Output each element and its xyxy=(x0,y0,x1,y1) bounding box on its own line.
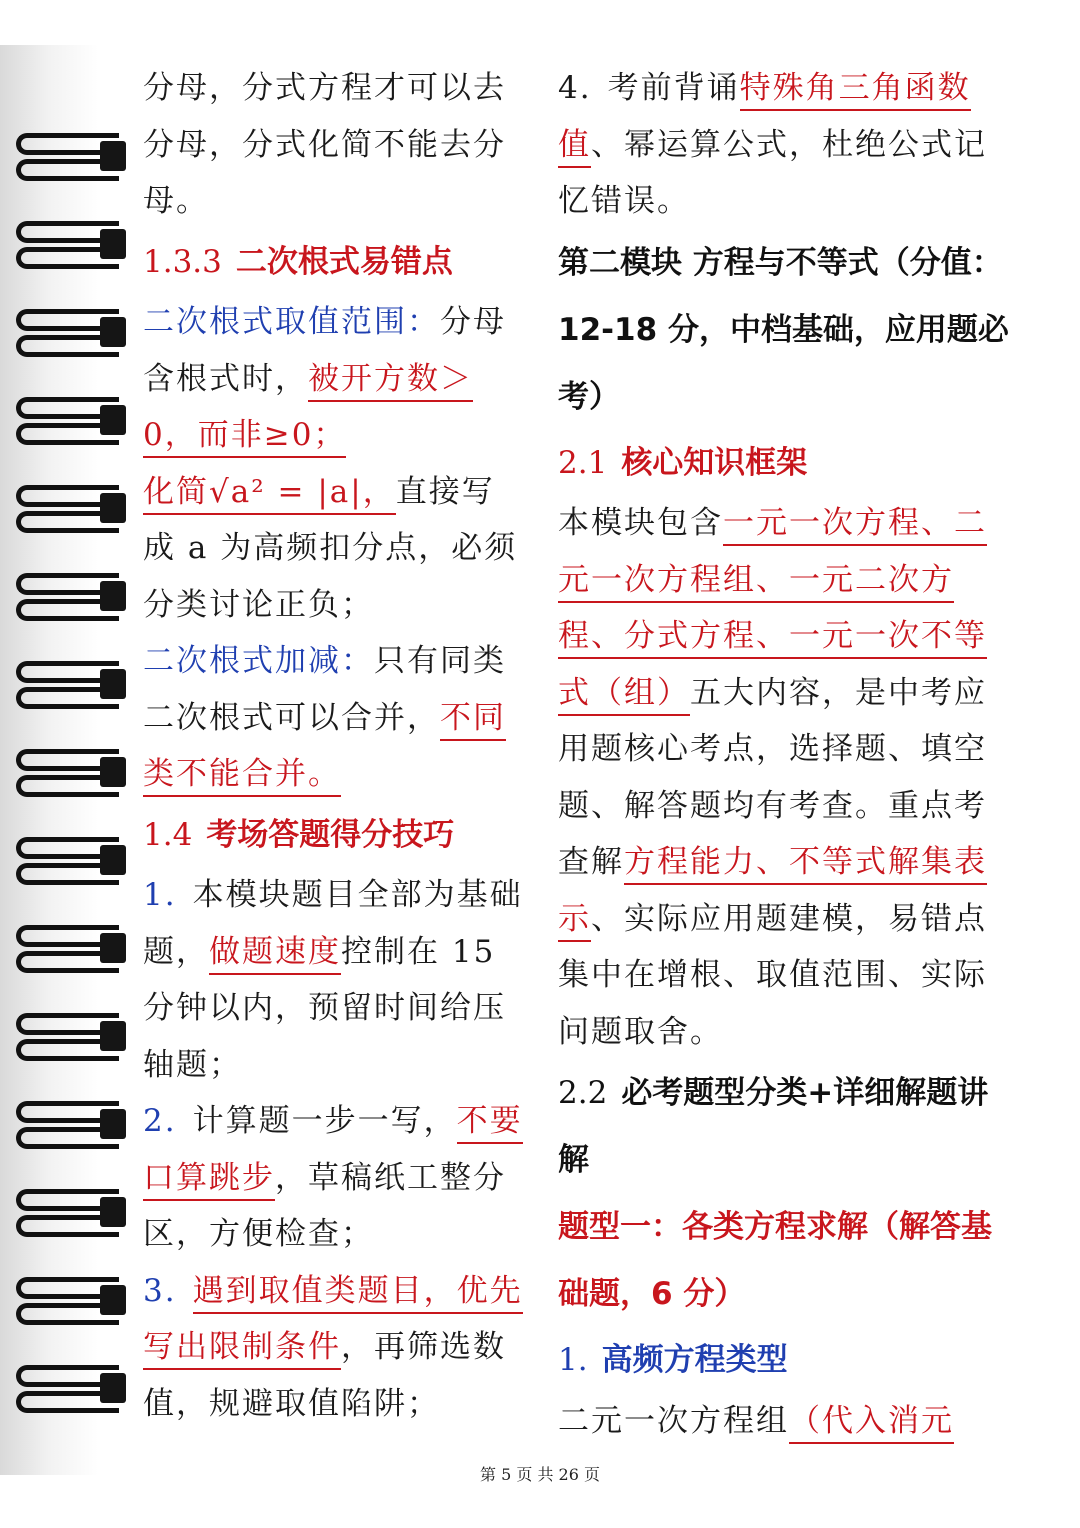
tip-text: 控制在 15 分钟以内，预留时间给压轴题； xyxy=(143,933,506,1083)
last-text: 二元一次方程组 xyxy=(558,1402,789,1439)
heading-number: 1. xyxy=(558,1342,588,1378)
tip-item-2 xyxy=(143,1093,523,1263)
question-type-1-title: 题型一：各类方程求解（解答基础题，6 分） xyxy=(558,1209,992,1312)
page-number-footer: 第 5 页 共 26 页 xyxy=(480,1465,600,1484)
radical-range-highlight: 被开方数＞0，而非≥0； xyxy=(143,361,473,459)
binding-ring-icon xyxy=(10,567,132,629)
radical-add-label: 二次根式加减： xyxy=(143,643,374,679)
section-heading-1-4 xyxy=(143,807,523,864)
section-heading-2-1 xyxy=(558,435,1013,492)
tip-text: ，再筛选数值，规避取值陷阱； xyxy=(143,1329,506,1422)
framework-highlight: 方程能力、不等式解集表示 xyxy=(558,844,987,942)
tip-highlight: 遇到取值类题目，优先写出限制条件 xyxy=(143,1273,523,1371)
tip-text: 计算题一步一写， xyxy=(192,1103,457,1139)
binding-ring-icon xyxy=(10,831,132,893)
tip-highlight: 做题速度 xyxy=(209,934,341,975)
last-highlight: （代入消元 xyxy=(789,1403,954,1444)
tip-text: ，草稿纸工整分区，方便检查； xyxy=(143,1159,506,1252)
tip-number: 4. xyxy=(558,70,592,106)
binding-ring-icon xyxy=(10,479,132,541)
last-paragraph xyxy=(558,1393,1013,1450)
tip-text: 考前背诵 xyxy=(607,70,740,106)
framework-highlight: 一元一次方程、二元一次方程组、一元二次方程、分式方程、一元一次不等式（组） xyxy=(558,505,987,716)
tip-number: 1. xyxy=(143,877,177,913)
radical-simplify-highlight: 化简√a² = |a|， xyxy=(143,474,396,515)
radical-simplify-text: 直接写成 a 为高频扣分点，必须分类讨论正负； xyxy=(143,473,518,623)
heading-title: 高频方程类型 xyxy=(601,1342,788,1378)
heading-title: 考场答题得分技巧 xyxy=(206,816,455,853)
radical-add-paragraph xyxy=(143,633,523,803)
left-column xyxy=(143,60,523,1432)
tip-highlight: 不要口算跳步 xyxy=(143,1103,523,1201)
tip-item-1 xyxy=(143,867,523,1093)
section-heading-1-3-3 xyxy=(143,234,523,291)
heading-title: 必考题型分类+详细解题讲解 xyxy=(558,1075,989,1178)
radical-simplify-paragraph xyxy=(143,464,523,634)
heading-title: 二次根式易错点 xyxy=(235,243,453,280)
intro-paragraph: 分母，分式方程才可以去分母，分式化简不能去分母。 xyxy=(143,70,506,219)
tip-item-3 xyxy=(143,1263,523,1433)
radical-range-paragraph xyxy=(143,294,523,464)
tip-text: 本模块题目全部为基础题， xyxy=(143,877,523,970)
binding-ring-icon xyxy=(10,919,132,981)
framework-text: 、实际应用题建模，易错点集中在增根、取值范围、实际问题取舍。 xyxy=(558,900,987,1050)
radical-range-label: 二次根式取值范围： xyxy=(143,304,440,340)
binding-ring-icon xyxy=(10,1095,132,1157)
radical-range-text: 分母含根式时， xyxy=(143,304,506,397)
heading-number: 1.4 xyxy=(143,816,193,853)
framework-text: 五大内容，是中考应用题核心考点，选择题、填空题、解答题均有考查。重点考查解 xyxy=(558,674,987,880)
tip-text: 、幂运算公式，杜绝公式记忆错误。 xyxy=(558,126,987,219)
binding-ring-icon xyxy=(10,127,132,189)
framework-text: 本模块包含 xyxy=(558,505,723,541)
radical-add-text: 只有同类二次根式可以合并， xyxy=(143,643,506,736)
subheading-1 xyxy=(558,1332,1013,1389)
binding-ring-icon xyxy=(10,655,132,717)
tip-highlight: 特殊角三角函数值 xyxy=(558,70,971,168)
tip-number: 3. xyxy=(143,1272,177,1309)
binding-ring-icon xyxy=(10,1359,132,1421)
heading-title: 核心知识框架 xyxy=(621,444,808,481)
heading-number: 2.1 xyxy=(558,444,608,481)
binding-ring-icon xyxy=(10,1007,132,1069)
binding-ring-icon xyxy=(10,303,132,365)
binding-ring-icon xyxy=(10,743,132,805)
binding-ring-icon xyxy=(10,1183,132,1245)
binding-ring-icon xyxy=(10,215,132,277)
section-heading-2-2 xyxy=(558,1060,1013,1194)
binding-ring-icon xyxy=(10,1271,132,1333)
right-column xyxy=(558,60,1013,1449)
binding-ring-icon xyxy=(10,391,132,453)
heading-number: 2.2 xyxy=(558,1075,608,1111)
spiral-binding xyxy=(0,45,140,1475)
module-2-title: 第二模块 方程与不等式（分值：12-18 分，中档基础，应用题必考） xyxy=(558,244,1009,415)
tip-number: 2. xyxy=(143,1103,177,1139)
framework-paragraph xyxy=(558,495,1013,1060)
radical-add-highlight: 不同类不能合并。 xyxy=(143,700,506,798)
tip-item-4 xyxy=(558,60,1013,230)
heading-number: 1.3.3 xyxy=(143,243,222,280)
